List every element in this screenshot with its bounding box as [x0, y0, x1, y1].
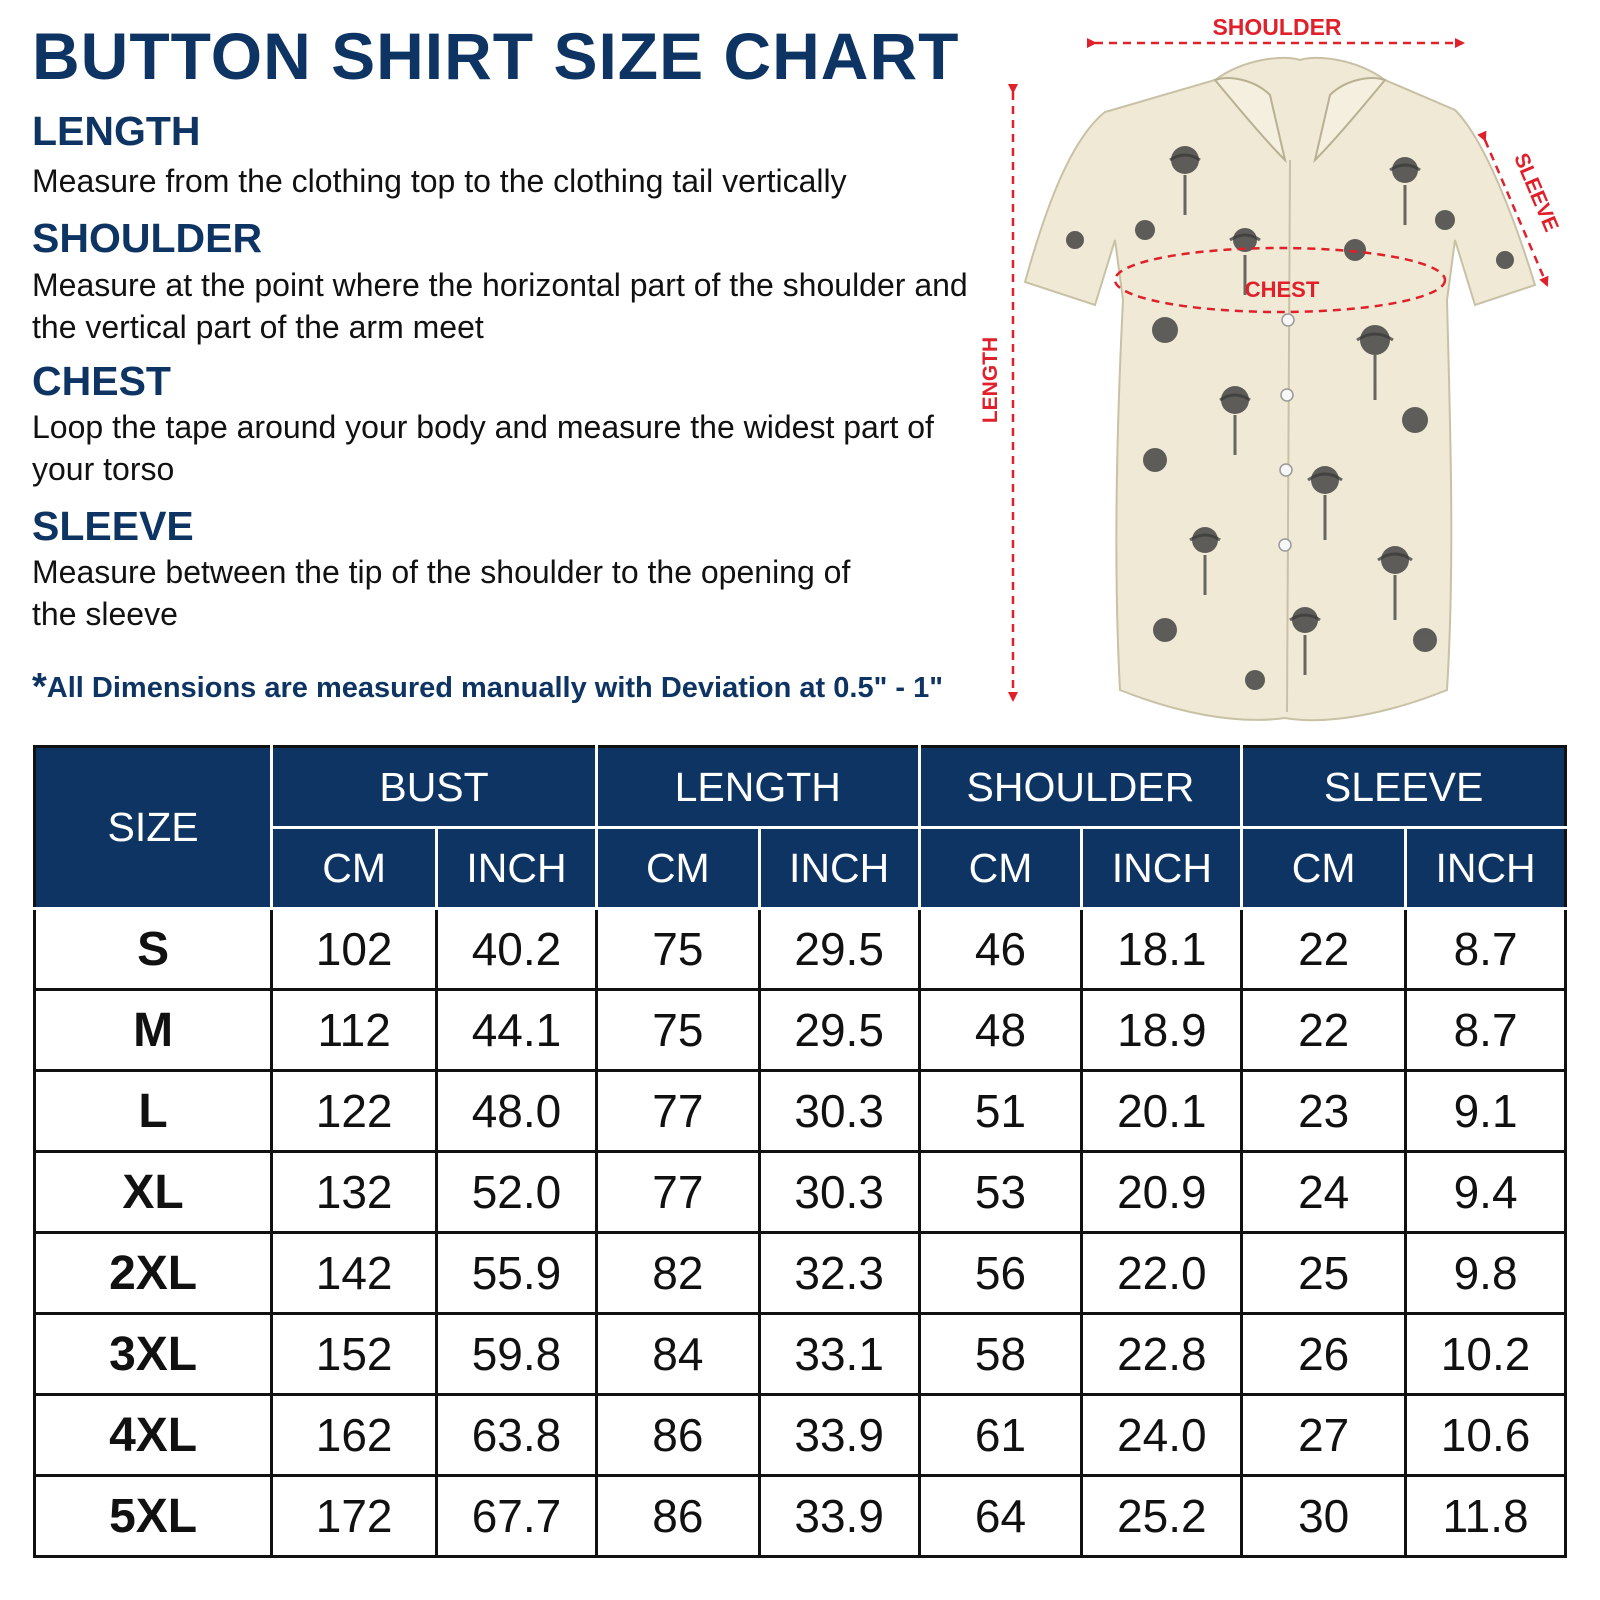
- length-cm-cell: 75: [596, 909, 759, 990]
- shoulder-inch-cell: 18.1: [1082, 909, 1242, 990]
- bust-inch-cell: 40.2: [437, 909, 597, 990]
- sleeve-group-header: SLEEVE: [1242, 747, 1566, 828]
- shirt-diagram: [979, 0, 1600, 730]
- bust-cm-cell: 132: [272, 1152, 437, 1233]
- shirt-illustration: [1025, 58, 1535, 720]
- size-table: [33, 745, 1567, 1558]
- sleeve-description: Measure between the tip of the shoulder to the opening of the sleeve: [32, 554, 851, 632]
- shoulder-inch-header: INCH: [1082, 828, 1242, 909]
- length-inch-cell: 33.9: [759, 1476, 919, 1557]
- length-inch-cell: 29.5: [759, 990, 919, 1071]
- sleeve-inch-cell: 11.8: [1406, 1476, 1566, 1557]
- table-row: [35, 1395, 1566, 1476]
- bust-cm-cell: 162: [272, 1395, 437, 1476]
- shoulder-description: Measure at the point where the horizontal part of the shoulder and the vertical part of the arm meet: [32, 267, 968, 345]
- sleeve-inch-header: INCH: [1406, 828, 1566, 909]
- shoulder-cm-cell: 53: [919, 1152, 1082, 1233]
- chest-heading: CHEST: [32, 358, 171, 404]
- sleeve-inch-cell: 8.7: [1406, 990, 1566, 1071]
- sleeve-cm-cell: 30: [1242, 1476, 1406, 1557]
- shoulder-inch-cell: 22.0: [1082, 1233, 1242, 1314]
- sleeve-cm-cell: 22: [1242, 990, 1406, 1071]
- shoulder-cm-cell: 61: [919, 1395, 1082, 1476]
- sleeve-cm-cell: 22: [1242, 909, 1406, 990]
- shoulder-cm-cell: 48: [919, 990, 1082, 1071]
- shoulder-inch-cell: 20.1: [1082, 1071, 1242, 1152]
- length-description: Measure from the clothing top to the clothing tail vertically: [32, 163, 847, 199]
- length-inch-cell: 33.9: [759, 1395, 919, 1476]
- length-cm-cell: 86: [596, 1395, 759, 1476]
- length-cm-cell: 86: [596, 1476, 759, 1557]
- note-text: All Dimensions are measured manually with Deviation at 0.5" - 1": [46, 672, 943, 704]
- size-table-body: [35, 909, 1566, 1557]
- length-cm-cell: 77: [596, 1071, 759, 1152]
- sleeve-cm-cell: 24: [1242, 1152, 1406, 1233]
- length-cm-cell: 84: [596, 1314, 759, 1395]
- size-cell: S: [35, 909, 272, 990]
- length-inch-cell: 30.3: [759, 1152, 919, 1233]
- bust-inch-cell: 48.0: [437, 1071, 597, 1152]
- bust-inch-cell: 59.8: [437, 1314, 597, 1395]
- table-row: [35, 1476, 1566, 1557]
- bust-cm-cell: 142: [272, 1233, 437, 1314]
- shoulder-cm-cell: 46: [919, 909, 1082, 990]
- shoulder-inch-cell: 25.2: [1082, 1476, 1242, 1557]
- table-row: [35, 1152, 1566, 1233]
- length-inch-cell: 29.5: [759, 909, 919, 990]
- sleeve-cm-cell: 25: [1242, 1233, 1406, 1314]
- length-group-header: LENGTH: [596, 747, 919, 828]
- bust-inch-cell: 63.8: [437, 1395, 597, 1476]
- bust-group-header: BUST: [272, 747, 597, 828]
- table-row: [35, 990, 1566, 1071]
- size-cell: 4XL: [35, 1395, 272, 1476]
- chest-label: CHEST: [1244, 277, 1320, 302]
- length-label: LENGTH: [979, 336, 1002, 424]
- table-row: [35, 909, 1566, 990]
- bust-cm-cell: 172: [272, 1476, 437, 1557]
- sleeve-inch-cell: 9.1: [1406, 1071, 1566, 1152]
- size-cell: L: [35, 1071, 272, 1152]
- sleeve-cm-cell: 23: [1242, 1071, 1406, 1152]
- table-row: [35, 1071, 1566, 1152]
- size-cell: M: [35, 990, 272, 1071]
- shoulder-inch-cell: 22.8: [1082, 1314, 1242, 1395]
- deviation-note: [32, 666, 943, 709]
- bust-cm-cell: 102: [272, 909, 437, 990]
- size-column-header: SIZE: [35, 747, 272, 909]
- length-heading: LENGTH: [32, 108, 201, 154]
- bust-cm-cell: 122: [272, 1071, 437, 1152]
- sleeve-inch-cell: 10.2: [1406, 1314, 1566, 1395]
- sleeve-label: SLEEVE: [1509, 149, 1563, 236]
- table-row: [35, 1314, 1566, 1395]
- shoulder-heading: SHOULDER: [32, 215, 263, 261]
- length-cm-header: CM: [596, 828, 759, 909]
- length-inch-cell: 30.3: [759, 1071, 919, 1152]
- page-title: BUTTON SHIRT SIZE CHART: [32, 19, 960, 93]
- size-cell: 3XL: [35, 1314, 272, 1395]
- size-cell: 2XL: [35, 1233, 272, 1314]
- shoulder-cm-cell: 56: [919, 1233, 1082, 1314]
- shoulder-cm-cell: 58: [919, 1314, 1082, 1395]
- bust-inch-header: INCH: [437, 828, 597, 909]
- sleeve-heading: SLEEVE: [32, 503, 194, 549]
- bust-inch-cell: 44.1: [437, 990, 597, 1071]
- length-cm-cell: 82: [596, 1233, 759, 1314]
- size-cell: 5XL: [35, 1476, 272, 1557]
- shoulder-group-header: SHOULDER: [919, 747, 1242, 828]
- size-cell: XL: [35, 1152, 272, 1233]
- shoulder-cm-header: CM: [919, 828, 1082, 909]
- length-cm-cell: 75: [596, 990, 759, 1071]
- length-inch-cell: 33.1: [759, 1314, 919, 1395]
- chest-description: Loop the tape around your body and measure the widest part of your torso: [32, 409, 934, 487]
- length-inch-cell: 32.3: [759, 1233, 919, 1314]
- bust-cm-cell: 152: [272, 1314, 437, 1395]
- shoulder-inch-cell: 18.9: [1082, 990, 1242, 1071]
- bust-cm-header: CM: [272, 828, 437, 909]
- bust-inch-cell: 52.0: [437, 1152, 597, 1233]
- bust-cm-cell: 112: [272, 990, 437, 1071]
- sleeve-inch-cell: 9.4: [1406, 1152, 1566, 1233]
- shoulder-cm-cell: 51: [919, 1071, 1082, 1152]
- table-row: [35, 1233, 1566, 1314]
- note-asterisk: *: [32, 666, 47, 708]
- shoulder-inch-cell: 20.9: [1082, 1152, 1242, 1233]
- sleeve-inch-cell: 9.8: [1406, 1233, 1566, 1314]
- sleeve-cm-cell: 27: [1242, 1395, 1406, 1476]
- sleeve-cm-cell: 26: [1242, 1314, 1406, 1395]
- sleeve-cm-header: CM: [1242, 828, 1406, 909]
- bust-inch-cell: 67.7: [437, 1476, 597, 1557]
- bust-inch-cell: 55.9: [437, 1233, 597, 1314]
- sleeve-inch-cell: 10.6: [1406, 1395, 1566, 1476]
- length-inch-header: INCH: [759, 828, 919, 909]
- shoulder-cm-cell: 64: [919, 1476, 1082, 1557]
- length-cm-cell: 77: [596, 1152, 759, 1233]
- sleeve-inch-cell: 8.7: [1406, 909, 1566, 990]
- shoulder-label: SHOULDER: [1212, 14, 1342, 40]
- shoulder-inch-cell: 24.0: [1082, 1395, 1242, 1476]
